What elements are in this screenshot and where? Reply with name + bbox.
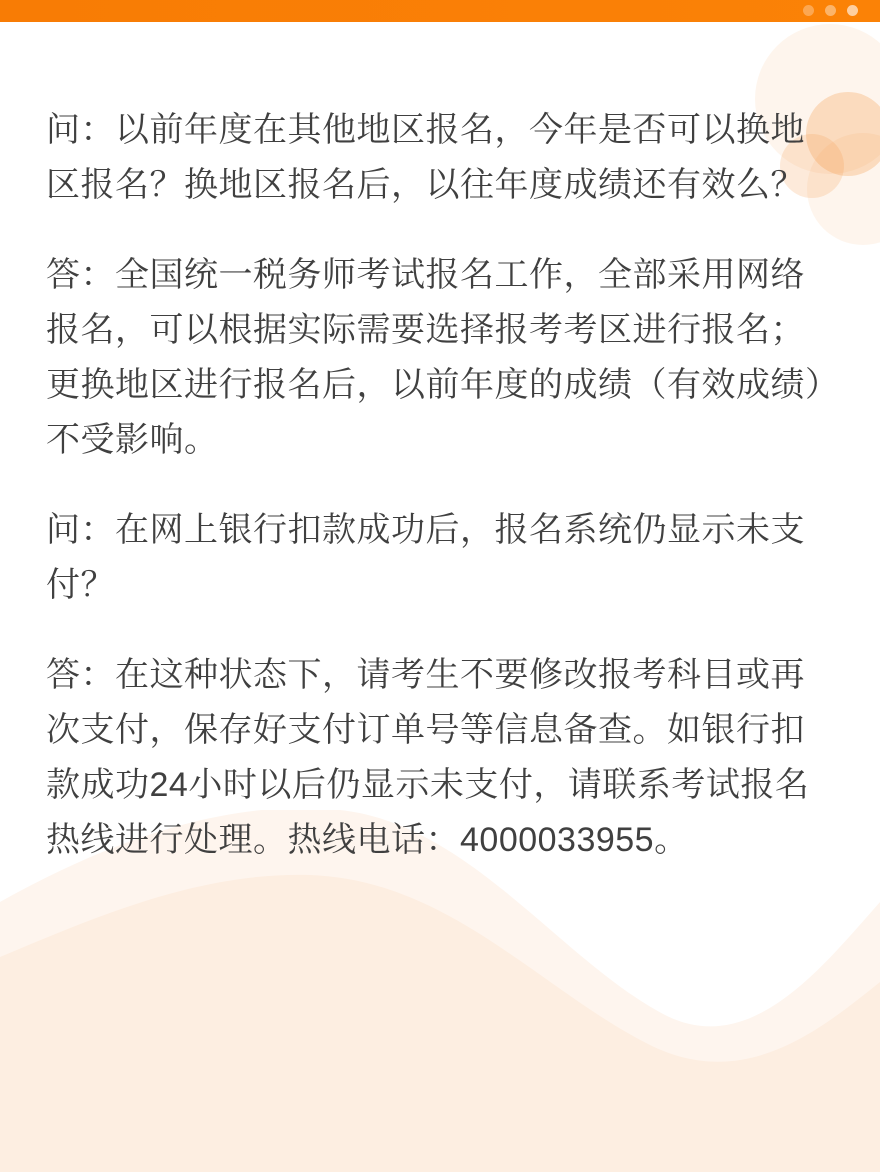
window-control-dots [803,5,858,16]
window-dot-icon [825,5,836,16]
faq-question-1: 问：以前年度在其他地区报名，今年是否可以换地区报名？换地区报名后，以往年度成绩还有效么？ [46,111,805,204]
faq-question-2: 问：在网上银行扣款成功后，报名系统仍显示未支付？ [46,511,805,604]
window-dot-icon [847,5,858,16]
faq-answer-2: 答：在这种状态下，请考生不要修改报考科目或再次支付，保存好支付订单号等信息备查。如银行扣款成功24小时以后仍显示未支付，请联系考试报名热线进行处理。热线电话：4000033955。 [46,656,810,859]
window-dot-icon [803,5,814,16]
window-titlebar [0,0,880,22]
faq-answer-1: 答：全国统一税务师考试报名工作，全部采用网络报名，可以根据实际需要选择报考考区进行报名；更换地区进行报名后，以前年度的成绩（有效成绩）不受影响。 [46,256,823,459]
